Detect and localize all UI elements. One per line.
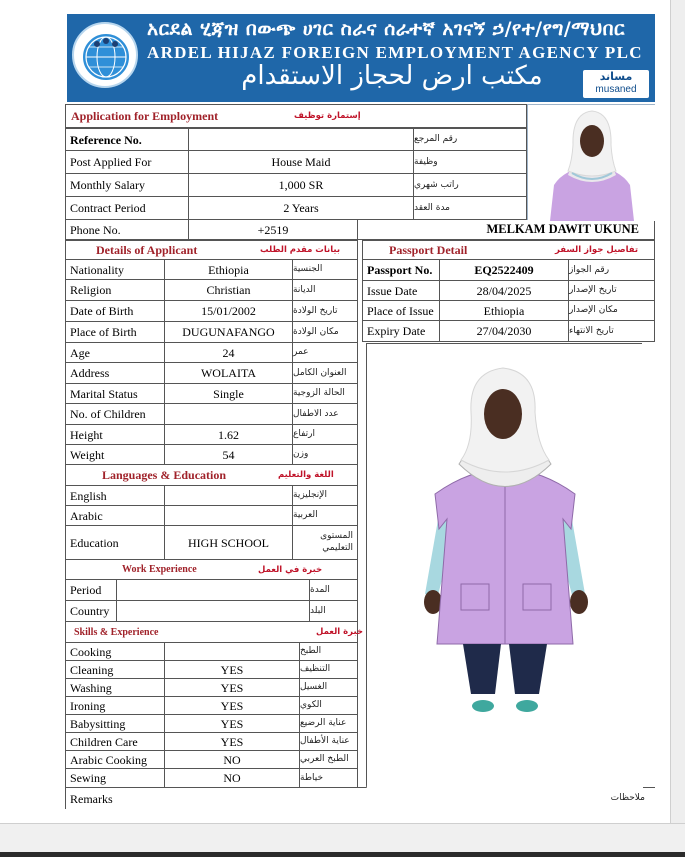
applicant-title-arabic: بيانات مقدم الطلب [260,245,341,255]
arabic-label: Arabic [65,505,165,526]
height-label-arabic: ارتفاع [292,424,358,445]
address-label: Address [65,362,165,384]
salary-label-arabic: راتب شهري [413,173,527,197]
applicant-section-header [65,240,358,260]
english-value [164,485,293,506]
period-label: Period [65,579,117,601]
passport-no-label: Passport No. [362,259,440,281]
country-label-arabic: البلد [309,600,358,622]
reference-label-arabic: رقم المرجع [413,128,527,151]
pob-value: DUGUNAFANGO [164,321,293,343]
cleaning-label: Cleaning [65,660,165,679]
arabic-cooking-label-arabic: الطبخ العربي [299,750,358,769]
applicant-full-name: MELKAM DAWIT UKUNE [357,219,655,240]
languages-section-header [65,464,358,486]
cooking-label: Cooking [65,642,165,661]
children-care-label-arabic: عناية الأطفال [299,732,358,751]
sewing-label-arabic: خياطة [299,768,358,788]
work-title-arabic: خبرة في العمل [258,564,323,575]
arabic-cooking-label: Arabic Cooking [65,750,165,769]
musaned-logo-arabic: مساند [599,70,633,83]
work-title: Work Experience [122,564,197,575]
nationality-label: Nationality [65,259,165,280]
phone-label: Phone No. [65,219,189,240]
passport-title-arabic: تفاصيل جواز السفر [555,245,639,255]
globe-icon [81,32,131,82]
passport-section-header [362,240,655,260]
salary-value: 1,000 SR [188,173,414,197]
sewing-label: Sewing [65,768,165,788]
religion-value: Christian [164,279,293,301]
age-value: 24 [164,342,293,363]
application-title-arabic: إستمارة توظيف [294,111,361,121]
post-label: Post Applied For [65,150,189,174]
cooking-label-arabic: الطبخ [299,642,358,661]
contract-label: Contract Period [65,196,189,220]
skills-title-arabic: خبرة العمل [316,627,364,637]
arabic-value [164,505,293,526]
education-label: Education [65,525,165,560]
religion-label: Religion [65,279,165,301]
english-label-arabic: الإنجليزية [292,485,358,506]
children-label-arabic: عدد الاطفال [292,403,358,425]
issue-date-label: Issue Date [362,280,440,301]
passport-no-label-arabic: رقم الجواز [568,259,655,281]
passport-no-value: EQ2522409 [439,259,569,281]
headshot-illustration [528,105,656,221]
weight-value: 54 [164,444,293,465]
marital-value: Single [164,383,293,404]
religion-label-arabic: الديانة [292,279,358,301]
age-label: Age [65,342,165,363]
viewer-bottom-bar [0,852,685,857]
issue-date-label-arabic: تاريخ الإصدار [568,280,655,301]
remarks-row [65,787,655,809]
children-value [164,403,293,425]
ironing-label-arabic: الكوي [299,696,358,715]
weight-label: Weight [65,444,165,465]
expiry-date-label-arabic: تاريخ الانتهاء [568,320,655,342]
washing-label-arabic: الغسيل [299,678,358,697]
contract-value: 2 Years [188,196,414,220]
nationality-label-arabic: الجنسية [292,259,358,280]
marital-label-arabic: الحالة الزوجية [292,383,358,404]
address-value: WOLAITA [164,362,293,384]
agency-name-english: ARDEL HIJAZ FOREIGN EMPLOYMENT AGENCY PLC [147,43,643,62]
place-of-issue-label: Place of Issue [362,300,440,321]
marital-label: Marital Status [65,383,165,404]
dob-label-arabic: تاريخ الولادة [292,300,358,322]
musaned-logo-english: musaned [595,84,637,95]
washing-value: YES [164,678,300,697]
languages-title: Languages & Education [102,467,227,482]
phone-value: +2519 [188,219,358,240]
babysitting-label-arabic: عناية الرضيع [299,714,358,733]
remarks-label-arabic: ملاحظات [610,793,645,803]
arabic-cooking-value: NO [164,750,300,769]
agency-name-arabic: مكتب ارض لحجاز الاستقدام [241,61,543,91]
period-label-arabic: المدة [309,579,358,601]
children-care-label: Children Care [65,732,165,751]
application-title: Application for Employment [71,108,219,123]
post-label-arabic: وظيفة [413,150,527,174]
children-care-value: YES [164,732,300,751]
application-section-header [65,104,527,128]
education-value: HIGH SCHOOL [164,525,293,560]
education-label-arabic: المستوى التعليمي [292,525,358,560]
passport-title: Passport Detail [389,242,468,257]
globe-lines-icon [83,34,129,80]
place-of-issue-value: Ethiopia [439,300,569,321]
sewing-value: NO [164,768,300,788]
applicant-headshot-photo [527,104,655,220]
country-value [116,600,310,622]
reference-value [188,128,414,151]
babysitting-label: Babysitting [65,714,165,733]
contract-label-arabic: مدة العقد [413,196,527,220]
viewer-right-margin [670,0,685,857]
ironing-label: Ironing [65,696,165,715]
skills-title: Skills & Experience [74,626,159,638]
height-value: 1.62 [164,424,293,445]
musaned-logo [583,70,649,98]
place-of-issue-label-arabic: مكان الإصدار [568,300,655,321]
country-label: Country [65,600,117,622]
languages-title-arabic: اللغة والتعليم [278,470,334,480]
arabic-label-arabic: العربية [292,505,358,526]
children-label: No. of Children [65,403,165,425]
skills-section-header [65,621,364,643]
expiry-date-label: Expiry Date [362,320,440,342]
salary-label: Monthly Salary [65,173,189,197]
nationality-value: Ethiopia [164,259,293,280]
expiry-date-value: 27/04/2030 [439,320,569,342]
ironing-value: YES [164,696,300,715]
weight-label-arabic: وزن [292,444,358,465]
applicant-title: Details of Applicant [96,242,198,257]
period-value [116,579,310,601]
address-label-arabic: العنوان الكامل [292,362,358,384]
cooking-value [164,642,300,661]
work-section-header [65,559,358,580]
washing-label: Washing [65,678,165,697]
height-label: Height [65,424,165,445]
reference-label: Reference No. [65,128,189,151]
dob-value: 15/01/2002 [164,300,293,322]
pob-label: Place of Birth [65,321,165,343]
agency-name-amharic: አርደል ሂጃዝ በውጭ ሀገር ስራና ሰራተኛ አገናኝ ኃ/የተ/የግ/ማህበር [147,18,626,40]
cleaning-label-arabic: التنظيف [299,660,358,679]
age-label-arabic: عمر [292,342,358,363]
issue-date-value: 28/04/2025 [439,280,569,301]
english-label: English [65,485,165,506]
post-value: House Maid [188,150,414,174]
remarks-label: Remarks [70,791,113,806]
full-body-illustration [367,344,643,789]
dob-label: Date of Birth [65,300,165,322]
pob-label-arabic: مكان الولادة [292,321,358,343]
cleaning-value: YES [164,660,300,679]
applicant-full-body-photo [366,343,642,788]
babysitting-value: YES [164,714,300,733]
agency-header-banner [67,14,655,102]
